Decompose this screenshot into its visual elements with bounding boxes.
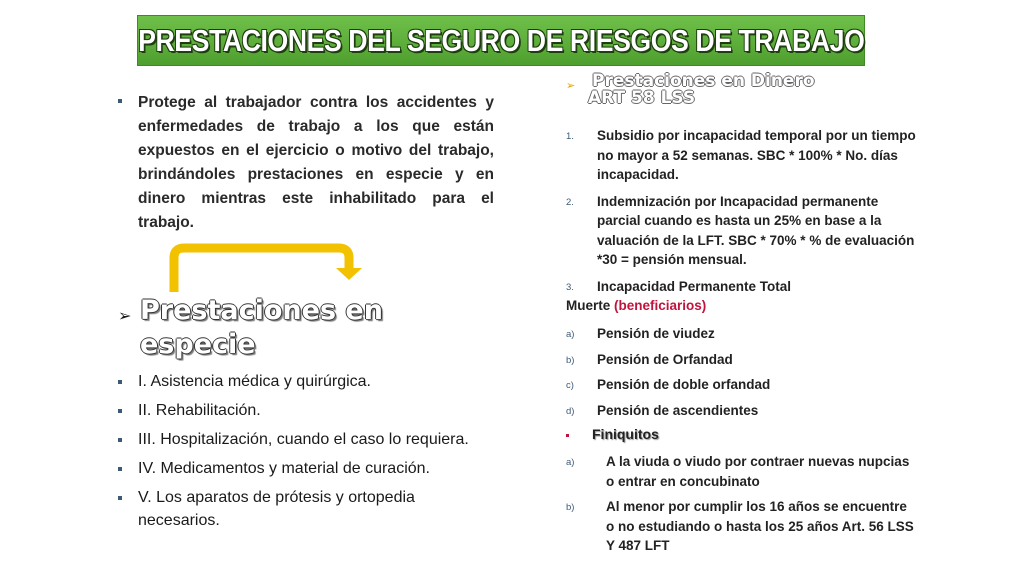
square-bullet-icon [118,409,122,413]
list-item: c) Pensión de doble orfandad [566,377,771,392]
list-item: V. Los aparatos de prótesis y ortopedia necesarios. [118,486,478,532]
intro-text: Protege al trabajador contra los accidentes y enfermedades de trabajo a los que están expuestos en el ejercicio o motivo del trabajo, brindándoles prestaciones en especie y en dinero mientras este inhabilitado para el trabajo. [138,94,494,231]
especie-heading: Prestaciones en especie [140,295,383,360]
muerte-label: Muerte (beneficiarios) [566,298,707,313]
square-bullet-icon [118,438,122,442]
list-item: a) A la viuda o viudo por contraer nuevas nupcias o entrar en concubinato [566,454,910,489]
square-bullet-icon [118,496,122,500]
list-item: III. Hospitalización, cuando el caso lo requiera. [118,428,478,451]
square-bullet-icon [118,99,122,103]
dinero-heading-block [566,73,896,107]
square-bullet-icon [118,380,122,384]
especie-heading-block [118,294,438,362]
square-bullet-icon [118,467,122,471]
list-item: b) Al menor por cumplir los 16 años se encuentre o no estudiando o hasta los 25 años Art. 56 LSS Y 487 LFT [566,499,914,553]
chevron-right-icon: ➢ [118,308,132,325]
list-item: a) Pensión de viudez [566,326,715,341]
list-item: b) Pensión de Orfandad [566,351,733,367]
finiquitos-list [566,452,916,562]
page-title: PRESTACIONES DEL SEGURO DE RIESGOS DE TRABAJO [137,22,865,58]
list-item: IV. Medicamentos y material de curación. [118,457,478,480]
chevron-right-icon: ➢ [566,80,576,92]
finiquitos-heading-block [566,426,866,442]
title-banner [137,15,865,66]
dinero-list [566,126,916,303]
especie-list [118,370,478,538]
list-item: I. Asistencia médica y quirúrgica. [118,370,478,393]
square-bullet-icon [566,434,569,437]
muerte-list [566,324,916,426]
list-item: II. Rehabilitación. [118,399,478,422]
dinero-heading: Prestaciones en Dinero [592,71,815,91]
finiquitos-heading: Finiquitos [592,426,659,442]
beneficiarios-label: (beneficiarios) [614,298,707,313]
list-item: 1. Subsidio por incapacidad temporal por un tiempo no mayor a 52 semanas. SBC * 100% * No. días incapacidad. [566,128,916,182]
dinero-subheading: ART 58 LSS [588,88,696,108]
list-item: 3. Incapacidad Permanente Total [566,278,792,294]
intro-block [118,91,494,235]
list-item: d) Pensión de ascendientes [566,402,759,418]
list-item: 2. Indemnización por Incapacidad permanente parcial cuando es hasta un 25% en base a la valuación de la LFT. SBC * 70% * % de evaluación *30 = pensión mensual. [566,193,915,267]
curved-arrow-icon [164,240,369,292]
